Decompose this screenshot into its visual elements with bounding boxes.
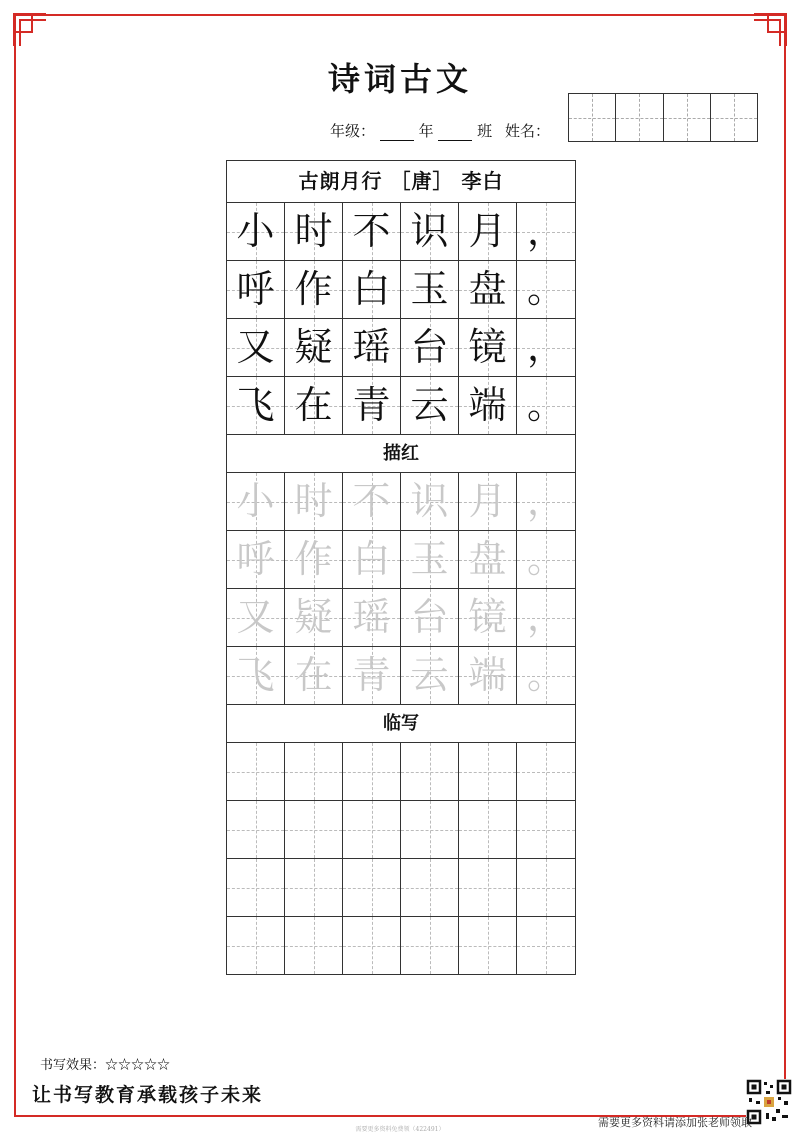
grid-cell[interactable] [227,801,285,858]
poem-character: 不 [352,209,391,253]
poem-character: 白 [352,267,391,311]
trace-character: 台 [410,595,449,639]
grid-cell [459,647,517,704]
page-title: 诗词古文 [327,60,472,98]
student-info-line [330,120,550,141]
grid-cell [401,473,459,530]
grid-cell [459,589,517,646]
class-label: 班 [477,122,493,140]
grid-cell [517,531,575,588]
grid-cell [285,203,343,260]
grid-cell [517,589,575,646]
grid-cell [401,647,459,704]
poem-character: 又 [236,325,275,369]
grid-cell[interactable] [517,859,575,916]
poem-character: 。 [526,383,565,427]
grid-cell [517,319,575,376]
grid-cell [401,589,459,646]
grid-cell [459,377,517,434]
trace-character: 小 [236,479,275,523]
poem-character: 青 [352,383,391,427]
grid-cell[interactable] [401,917,459,974]
poem-character: 玉 [410,267,449,311]
poem-character: 疑 [294,325,333,369]
grid-cell [227,261,285,318]
corner-ornament-icon [752,8,792,48]
copy-heading: 临写 [227,704,575,743]
poem-section [227,203,575,434]
grid-cell [227,377,285,434]
trace-character: 在 [294,653,333,697]
trace-character: 疑 [294,595,333,639]
grid-cell [343,319,401,376]
grid-cell [459,531,517,588]
grid-cell [459,261,517,318]
trace-character: 时 [294,479,333,523]
grid-cell [401,261,459,318]
name-box[interactable] [664,94,711,141]
grid-cell[interactable] [517,917,575,974]
grid-cell [401,319,459,376]
grid-row [227,859,575,917]
trace-character: 呼 [236,537,275,581]
poem-character: ， [526,209,565,253]
name-box[interactable] [569,94,616,141]
trace-character: 青 [352,653,391,697]
trace-character: ， [526,479,565,523]
poem-character: ， [526,325,565,369]
trace-character: 作 [294,537,333,581]
grid-cell [517,203,575,260]
grid-cell[interactable] [459,801,517,858]
grid-cell[interactable] [227,743,285,800]
corner-ornament-icon [8,8,48,48]
grid-row [227,743,575,801]
grid-cell [343,261,401,318]
grid-row [227,531,575,589]
name-label: 姓名： [504,122,550,140]
grid-cell [343,203,401,260]
poem-character: 呼 [236,267,275,311]
grid-cell [459,319,517,376]
poem-character: 盘 [468,267,507,311]
grid-row [227,377,575,434]
grid-cell [343,473,401,530]
grid-cell[interactable] [459,859,517,916]
trace-character: ， [526,595,565,639]
trace-character: 飞 [236,653,275,697]
writing-rating: 书写效果：☆☆☆☆☆ [40,1058,171,1073]
grid-row [227,261,575,319]
grid-cell [285,473,343,530]
grid-cell [343,589,401,646]
grid-row [227,917,575,974]
grid-cell [285,531,343,588]
grade-label: 年级： [330,122,376,140]
trace-character: 月 [468,479,507,523]
trace-character: 不 [352,479,391,523]
grid-cell[interactable] [459,743,517,800]
trace-character: 端 [468,653,507,697]
grid-cell[interactable] [401,859,459,916]
trace-character: 玉 [410,537,449,581]
grid-cell [227,589,285,646]
grid-cell[interactable] [343,859,401,916]
trace-character: 瑶 [352,595,391,639]
grid-cell[interactable] [401,743,459,800]
poem-character: 台 [410,325,449,369]
grid-row [227,801,575,859]
grid-cell[interactable] [401,801,459,858]
grid-row [227,589,575,647]
poem-character: 云 [410,383,449,427]
watermark-note: 需要更多资料免费领（422491） [355,1126,445,1133]
grid-cell [285,647,343,704]
grid-row [227,473,575,531]
poem-character: 小 [236,209,275,253]
grid-cell [227,647,285,704]
name-box[interactable] [616,94,663,141]
grid-cell[interactable] [285,801,343,858]
poem-character: 作 [294,267,333,311]
grid-cell[interactable] [343,743,401,800]
name-writing-boxes[interactable] [568,93,758,142]
poem-character: 月 [468,209,507,253]
grid-row [227,203,575,261]
poem-heading: 古朗月行 ［唐］ 李白 [227,161,575,203]
trace-heading: 描红 [227,434,575,473]
grid-cell [343,647,401,704]
trace-character: 镜 [468,595,507,639]
grid-cell[interactable] [285,917,343,974]
poem-character: 瑶 [352,325,391,369]
grid-cell[interactable] [343,917,401,974]
grid-cell [401,531,459,588]
grid-cell[interactable] [227,917,285,974]
grid-row [227,647,575,704]
grid-cell [285,261,343,318]
poem-character: 镜 [468,325,507,369]
grid-cell [343,531,401,588]
trace-character: 盘 [468,537,507,581]
trace-character: 。 [526,653,565,697]
slogan: 让书写教育承载孩子未来 [32,1084,264,1106]
grid-cell[interactable] [517,743,575,800]
grid-cell [517,377,575,434]
poem-character: 端 [468,383,507,427]
contact-note: 需要更多资料请添加张老师领取 [598,1116,752,1129]
poem-character: 。 [526,267,565,311]
grid-cell [227,473,285,530]
grid-cell [401,203,459,260]
grid-cell [227,319,285,376]
grid-cell[interactable] [285,743,343,800]
qr-code-icon [746,1079,792,1125]
grid-cell[interactable] [227,859,285,916]
poem-character: 识 [410,209,449,253]
trace-character: 云 [410,653,449,697]
grid-cell [227,531,285,588]
grid-cell [227,203,285,260]
poem-character: 时 [294,209,333,253]
grid-cell [459,203,517,260]
grid-cell [517,261,575,318]
poem-character: 在 [294,383,333,427]
grid-cell[interactable] [343,801,401,858]
grid-cell [517,473,575,530]
trace-character: 识 [410,479,449,523]
trace-character: 。 [526,537,565,581]
writing-grid-sheet [226,160,576,975]
grid-cell[interactable] [517,801,575,858]
grade-blank[interactable] [380,126,414,141]
trace-character: 白 [352,537,391,581]
grid-cell [459,473,517,530]
copy-section [227,743,575,974]
grid-cell [343,377,401,434]
grid-cell[interactable] [459,917,517,974]
poem-character: 飞 [236,383,275,427]
grid-cell [285,319,343,376]
trace-character: 又 [236,595,275,639]
trace-section [227,473,575,704]
class-blank[interactable] [438,126,472,141]
grid-cell [285,377,343,434]
grid-row [227,319,575,377]
grid-cell[interactable] [285,859,343,916]
grid-cell [285,589,343,646]
grid-cell [401,377,459,434]
name-box[interactable] [711,94,757,141]
year-label: 年 [418,122,434,140]
grid-cell [517,647,575,704]
